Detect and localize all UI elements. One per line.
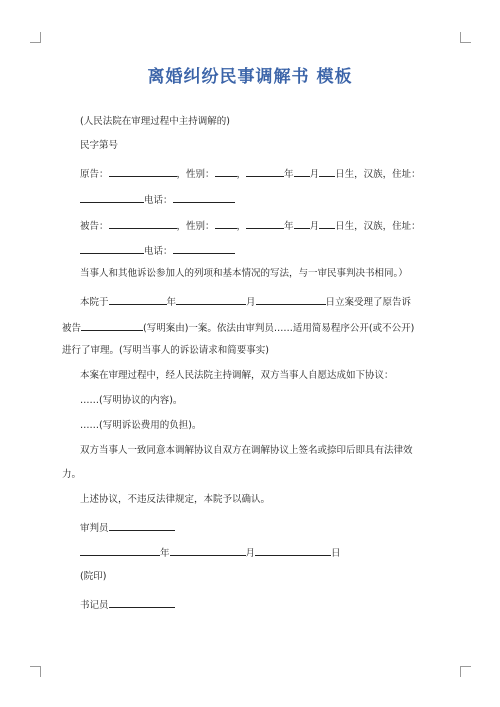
date-year-blank[interactable] [80,545,160,556]
judge-signature-blank[interactable] [109,520,175,531]
confirmation-text: 上述协议，不违反法律规定，本院予以确认。 [80,494,271,505]
plaintiff-gender-blank[interactable] [215,166,237,177]
plaintiff-name-blank[interactable] [109,166,177,177]
date-year-label: 年 [160,548,170,559]
agreement-content: ……(写明协议的内容)。 [80,395,183,406]
court-mediation-note: (人民法院在审理过程中主持调解的) [80,116,230,127]
defendant-address-blank[interactable] [80,243,144,254]
date-line [80,545,341,560]
defendant-name-blank-2[interactable] [81,320,143,331]
date-month-blank[interactable] [170,545,246,556]
clerk-signature-blank[interactable] [109,597,175,608]
plaintiff-address-label: 日生，汉族，住址： [335,169,421,180]
plaintiff-gender-label: ，性别： [176,169,215,180]
clerk-label: 书记员 [80,600,109,611]
date-day-blank[interactable] [255,545,331,556]
judge-label: 审判员 [80,523,109,534]
plaintiff-line: 原告： ，性别： ， 年 月 日生，汉族，住址： [80,166,421,181]
filing-month-blank[interactable] [176,294,246,305]
plaintiff-month-label: 月 [309,169,320,180]
defendant-line: 被告： ，性别： ， 年 月 日生，汉族，住址： [80,218,421,233]
judge-line [80,520,175,535]
defendant-year-label: 年 [284,221,294,232]
agreement-costs: ……(写明诉讼费用的负担)。 [80,420,202,431]
plaintiff-phone-label: 电话： [144,195,173,206]
defendant-phone-blank[interactable] [173,243,235,254]
plaintiff-label: 原告： [80,169,109,180]
plaintiff-birth-day-blank[interactable] [319,166,335,177]
filing-year-blank[interactable] [109,294,167,305]
effect-text-1: 双方当事人一致同意本调解协议自双方在调解协议上签名或捺印后即具有法律效 [80,445,413,456]
plaintiff-birth-month-blank[interactable] [294,166,310,177]
date-day-label: 日 [331,548,341,559]
case-cause-text: (写明案由)一案。依法由审判员……适用简易程序公开(或不公开) [143,323,415,334]
plaintiff-address-blank[interactable] [80,192,144,203]
defendant-label-2: 被告 [62,323,82,334]
date-month-label: 月 [245,548,256,559]
filing-text-1: 本院于 [80,297,109,308]
filing-month-label: 月 [246,297,256,308]
plaintiff-year-label: 年 [284,169,294,180]
court-seal: (院印) [80,571,107,582]
filing-text-2: 日立案受理了原告诉 [325,297,412,308]
plaintiff-phone-blank[interactable] [173,192,235,203]
crop-mark-bottom-left [30,666,41,677]
defendant-gender-blank[interactable] [215,218,237,229]
effect-text-2: 力。 [62,469,82,480]
defendant-address-line [80,243,235,258]
plaintiff-birth-year-blank[interactable] [246,166,284,177]
clerk-line [80,597,175,612]
crop-mark-top-left [30,32,41,43]
defendant-month-label: 月 [309,221,320,232]
defendant-name-blank[interactable] [109,218,177,229]
document-title: 离婚纠纷民事调解书 模板 [147,67,353,87]
trial-line: 进行了审理。(写明当事人的诉讼请求和简要事实) [62,345,269,356]
plaintiff-address-line [80,192,235,207]
defendant-address-label: 日生，汉族，住址： [335,221,421,232]
parties-note: 当事人和其他诉讼参加人的列项和基本情况的写法，与一审民事判决书相同。） [80,268,408,279]
filing-line [80,294,411,309]
defendant-birth-month-blank[interactable] [294,218,310,229]
crop-mark-top-right [460,32,471,43]
defendant-phone-label: 电话： [144,246,173,257]
case-number: 民字第号 [80,140,119,151]
filing-day-blank[interactable] [256,294,326,305]
defendant-birth-day-blank[interactable] [319,218,335,229]
defendant-birth-year-blank[interactable] [246,218,284,229]
mediation-text: 本案在审理过程中，经人民法院主持调解，双方当事人自愿达成如下协议： [80,370,394,381]
defendant-gender-label: ，性别： [176,221,215,232]
case-cause-line [62,320,414,335]
crop-mark-bottom-right [460,666,471,677]
filing-year-label: 年 [166,297,177,308]
defendant-label: 被告： [80,221,109,232]
